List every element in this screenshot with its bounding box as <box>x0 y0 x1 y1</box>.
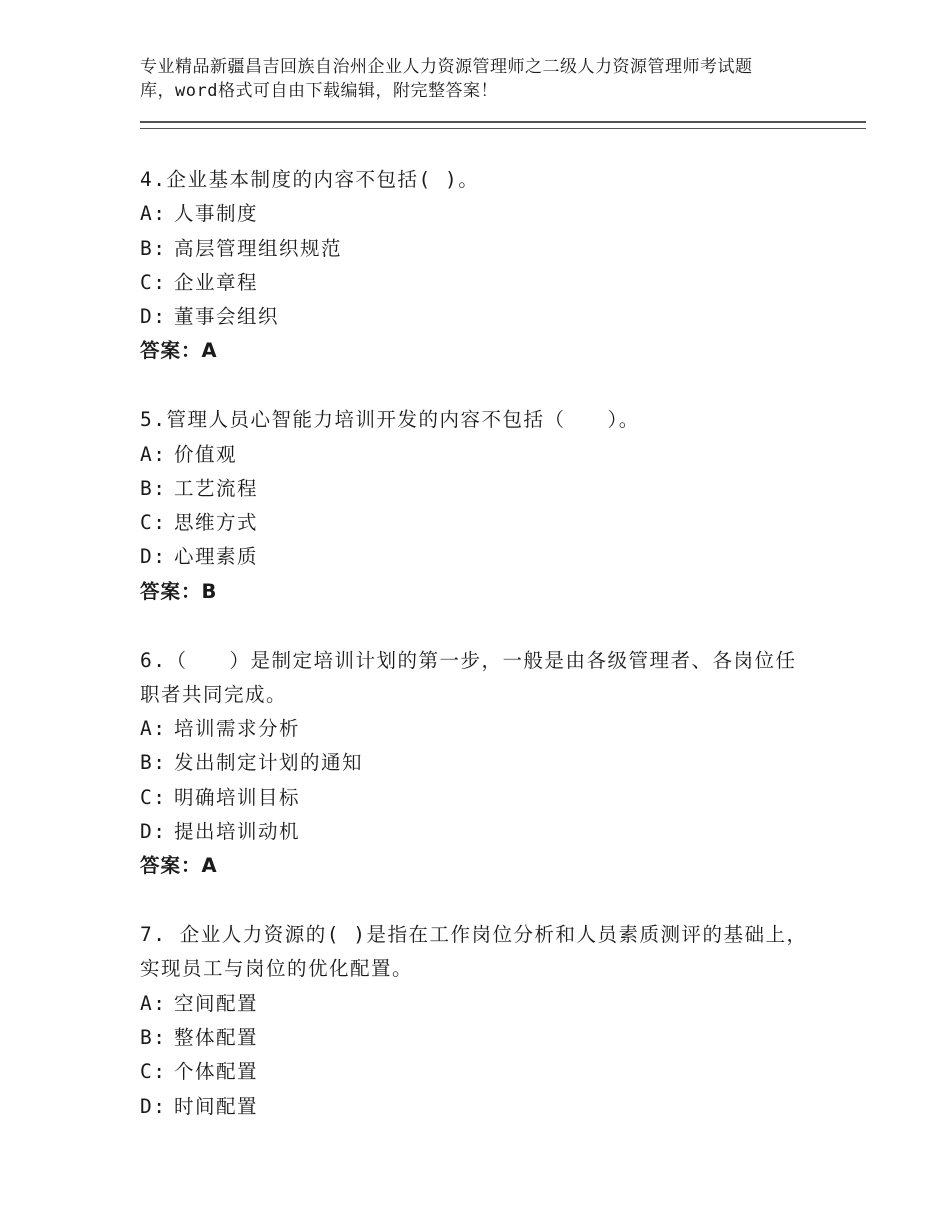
question-4 <box>140 163 866 369</box>
option-letter: B: <box>140 476 167 500</box>
option-letter: B: <box>140 1026 167 1050</box>
option-letter: C: <box>140 511 167 535</box>
question-5 <box>140 403 866 609</box>
option-text: 时间配置 <box>174 1094 259 1118</box>
option-d <box>140 300 866 334</box>
answer-label: 答案：A <box>140 339 218 363</box>
option-text: 明确培训目标 <box>174 785 301 809</box>
option-c <box>140 1055 866 1089</box>
header-title-line-1: 专业精品新疆昌吉回族自治州企业人力资源管理师之二级人力资源管理师考试题 <box>140 57 753 77</box>
option-b <box>140 1021 866 1055</box>
option-c <box>140 506 866 540</box>
option-letter: D: <box>140 820 167 844</box>
option-text: 企业章程 <box>174 270 259 294</box>
option-letter: D: <box>140 305 167 329</box>
option-text: 整体配置 <box>174 1026 259 1050</box>
option-text: 培训需求分析 <box>174 717 301 741</box>
option-text: 发出制定计划的通知 <box>174 751 364 775</box>
option-letter: C: <box>140 270 167 294</box>
answer-label: 答案：A <box>140 854 218 878</box>
option-text: 高层管理组织规范 <box>174 236 343 260</box>
option-d <box>140 540 866 574</box>
option-letter: A: <box>140 717 167 741</box>
option-d <box>140 1090 866 1124</box>
option-text: 空间配置 <box>174 991 259 1015</box>
question-stem: 7. 企业人力资源的( )是指在工作岗位分析和人员素质测评的基础上，实现员工与岗位的优化配置。 <box>140 923 808 981</box>
option-letter: A: <box>140 442 167 466</box>
option-text: 提出培训动机 <box>174 820 301 844</box>
option-a <box>140 438 866 472</box>
option-b <box>140 472 866 506</box>
question-6 <box>140 644 866 884</box>
option-text: 董事会组织 <box>174 305 280 329</box>
option-letter: D: <box>140 545 167 569</box>
document-header <box>140 55 866 103</box>
option-letter: A: <box>140 202 167 226</box>
option-letter: D: <box>140 1094 167 1118</box>
option-a <box>140 197 866 231</box>
option-d <box>140 815 866 849</box>
option-text: 心理素质 <box>174 545 259 569</box>
answer-label: 答案：B <box>140 579 218 603</box>
option-b <box>140 746 866 780</box>
header-divider <box>140 121 866 129</box>
option-text: 价值观 <box>174 442 238 466</box>
option-letter: C: <box>140 785 167 809</box>
option-c <box>140 781 866 815</box>
question-stem: 4.企业基本制度的内容不包括( )。 <box>140 168 480 191</box>
option-c <box>140 266 866 300</box>
option-text: 思维方式 <box>174 511 259 535</box>
question-list <box>140 163 866 1158</box>
option-letter: A: <box>140 991 167 1015</box>
option-text: 工艺流程 <box>174 476 259 500</box>
option-a <box>140 987 866 1021</box>
option-letter: C: <box>140 1060 167 1084</box>
option-letter: B: <box>140 236 167 260</box>
question-stem: 6.（ ）是制定培训计划的第一步，一般是由各级管理者、各岗位任职者共同完成。 <box>140 648 797 706</box>
option-letter: B: <box>140 751 167 775</box>
option-a <box>140 712 866 746</box>
header-title-line-2: 库，word格式可自由下载编辑，附完整答案！ <box>140 81 498 101</box>
option-text: 人事制度 <box>174 202 259 226</box>
question-7 <box>140 918 866 1124</box>
option-b <box>140 232 866 266</box>
option-text: 个体配置 <box>174 1060 259 1084</box>
question-stem: 5.管理人员心智能力培训开发的内容不包括（ ）。 <box>140 408 640 432</box>
